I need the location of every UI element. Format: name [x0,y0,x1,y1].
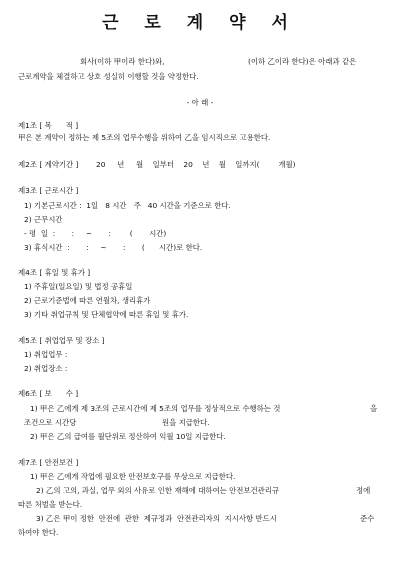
below-heading: - 아 래 - [186,98,214,107]
art6-item2: 2) 甲은 乙의 급여를 월단위로 정산하여 익월 10일 지급한다. [30,432,226,441]
art6-item1-c: 조건으로 시간당 [24,418,77,427]
art7-item2-b: 정에 [356,486,371,495]
art6-item1-a: 1) 甲은 乙에게 제 3조의 근로시간에 제 5조의 업무를 정상적으로 수행하는 것 [30,404,281,413]
art7-heading: 제7조 [ 안전보건 ] [18,458,79,467]
art5-heading: 제5조 [ 취업업무 및 장소 ] [18,336,105,345]
art1-text: 甲은 본 계약이 정하는 제 5조의 업무수행을 위하여 乙을 임시직으로 고용한다. [18,133,271,142]
art4-item1: 1) 주휴일(일요일) 및 법정 공휴일 [24,282,133,291]
art6-heading: 제6조 [ 보 수 ] [18,389,79,398]
art7-item3-b: 준수 [360,514,375,523]
art6-item1-b: 을 [370,404,378,413]
art3-item2-sub: - 평 일 : : ~ : ( 시간) [24,229,167,238]
art2-heading: 제2조 [ 계약기간 ] [18,160,79,169]
art5-item1: 1) 취업업무 : [24,350,68,359]
art3-item1: 1) 기본근로시간 : 1일 8 시간 주 40 시간을 기준으로 한다. [24,201,231,210]
art6-item1-d: 원을 지급한다. [162,418,210,427]
document-title: 근 로 계 약 서 [102,13,298,33]
intro-line1-a: 회사(이하 甲이라 한다)와, [80,57,165,66]
art3-item2: 2) 근무시간 [24,215,63,224]
intro-line2: 근로계약을 체결하고 상호 성실히 이행할 것을 약정한다. [18,72,199,81]
art4-heading: 제4조 [ 휴일 및 휴가 ] [18,268,91,277]
art7-item3-a: 3) 乙은 甲이 정한 안전에 관한 제규정과 안전관리자의 지시사항 반드시 [36,514,277,523]
art7-item2-a: 2) 乙의 고의, 과실, 업무 외의 사유로 인한 재해에 대하여는 안전보건관리규 [36,486,280,495]
art3-item3: 3) 휴식시간 : : ~ : ( 시간)로 한다. [24,243,203,252]
art3-heading: 제3조 [ 근로시간 ] [18,186,79,195]
art7-item3-c: 하여야 한다. [18,528,59,537]
art4-item2: 2) 근로기준법에 따른 연월차, 생리휴가 [24,296,151,305]
intro-line1-b: (이하 乙이라 한다)은 아래과 같은 [248,57,357,66]
art7-item1: 1) 甲은 乙에게 작업에 필요한 안전보호구를 무상으로 지급한다. [30,472,236,481]
art4-item3: 3) 기타 취업규칙 및 단체협약에 따른 휴일 및 휴가. [24,310,189,319]
art2-text: 20 년 월 일부터 20 년 월 일까지( 개월) [96,160,296,169]
art1-heading: 제1조 [ 목 적 ] [18,121,79,130]
art7-item2-c: 따른 처벌을 받는다. [18,500,83,509]
art5-item2: 2) 취업장소 : [24,364,68,373]
